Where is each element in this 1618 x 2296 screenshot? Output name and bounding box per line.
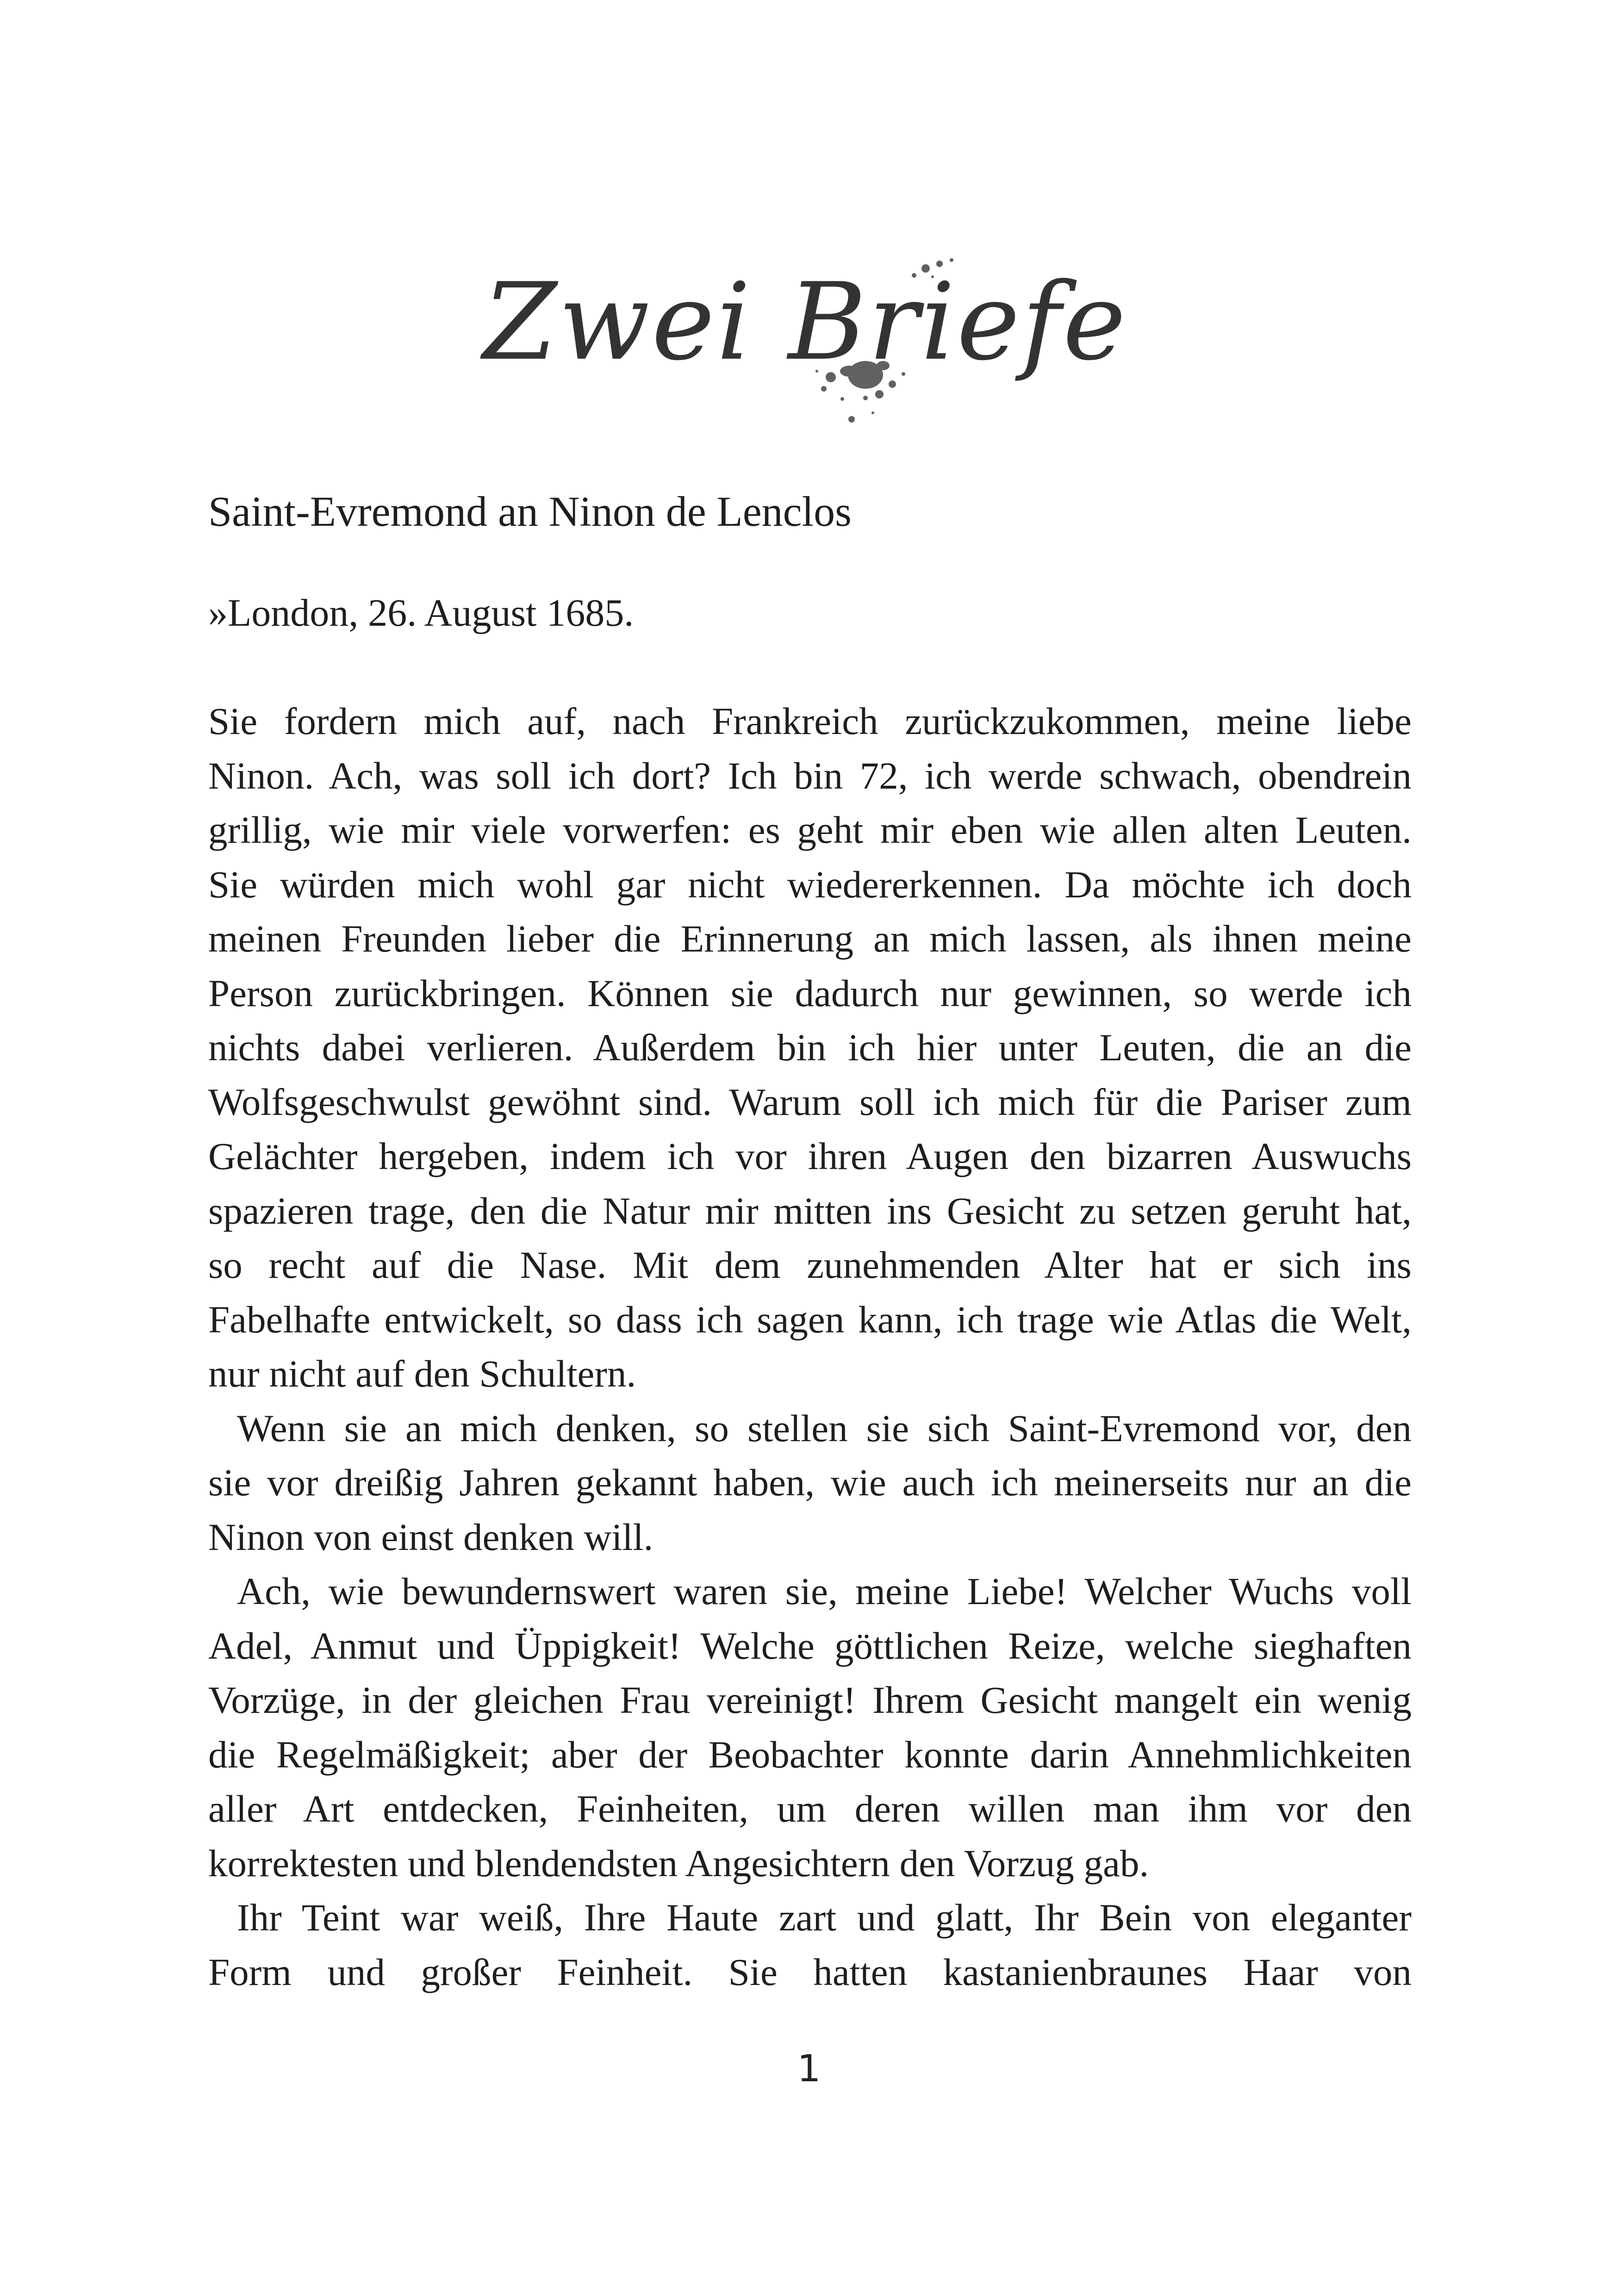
ink-splatter-logo-graphic	[483, 250, 1128, 444]
text-line: Gelächter hergeben, indem ich vor ihren Augen den bizarren Auswuchs	[208, 1135, 1412, 1177]
text-line: korrektesten und blendendsten Angesichtern den Vorzug gab.	[208, 1842, 1149, 1885]
text-line: Sie fordern mich auf, nach Frankreich zurückzukommen, meine liebe	[208, 700, 1412, 742]
letter-dateline: »London, 26. August 1685.	[208, 591, 634, 635]
text-line: Form und großer Feinheit. Sie hatten kastanienbraunes Haar von	[208, 1950, 1412, 1993]
text-line: Fabelhafte entwickelt, so dass ich sagen kann, ich trage wie Atlas die Welt,	[208, 1298, 1412, 1341]
text-line: meinen Freunden lieber die Erinnerung an mich lassen, als ihnen meine	[208, 917, 1412, 960]
text-line: Adel, Anmut und Üppigkeit! Welche göttlichen Reize, welche sieghaften	[208, 1624, 1412, 1667]
text-line: Ninon von einst denken will.	[208, 1515, 653, 1558]
text-line: nichts dabei verlieren. Außerdem bin ich hier unter Leuten, die an die	[208, 1026, 1412, 1069]
text-line: aller Art entdecken, Feinheiten, um deren willen man ihm vor den	[208, 1787, 1412, 1830]
paragraph	[208, 694, 1412, 1401]
text-line: grillig, wie mir viele vorwerfen: es geht mir eben wie allen alten Leuten.	[208, 809, 1412, 851]
text-line: so recht auf die Nase. Mit dem zunehmenden Alter hat er sich ins	[208, 1244, 1412, 1286]
text-line: Ach, wie bewundernswert waren sie, meine Liebe! Welcher Wuchs voll	[237, 1570, 1412, 1612]
text-line: sie vor dreißig Jahren gekannt haben, wie auch ich meinerseits nur an die	[208, 1461, 1412, 1504]
logo-title-text: Zwei Briefe	[483, 261, 1128, 384]
text-line: Person zurückbringen. Können sie dadurch nur gewinnen, so werde ich	[208, 971, 1412, 1014]
text-line: Ihr Teint war weiß, Ihre Haute zart und glatt, Ihr Bein von eleganter	[237, 1896, 1412, 1939]
text-line: nur nicht auf den Schultern.	[208, 1352, 636, 1395]
text-line: Ninon. Ach, was soll ich dort? Ich bin 72, ich werde schwach, obendrein	[208, 754, 1412, 797]
page-number: 1	[797, 2047, 821, 2090]
text-line: Wolfsgeschwulst gewöhnt sind. Warum soll ich mich für die Pariser zum	[208, 1080, 1412, 1123]
text-line: Sie würden mich wohl gar nicht wiedererkennen. Da möchte ich doch	[208, 863, 1412, 906]
paragraph	[208, 1891, 1412, 1999]
title-logo	[483, 250, 1128, 444]
text-line: Vorzüge, in der gleichen Frau vereinigt! Ihrem Gesicht mangelt ein wenig	[208, 1679, 1412, 1721]
paragraph	[208, 1401, 1412, 1565]
letter-heading: Saint-Evremond an Ninon de Lenclos	[208, 488, 852, 535]
text-line: die Regelmäßigkeit; aber der Beobachter konnte darin Annehmlichkeiten	[208, 1733, 1412, 1776]
letter-body	[208, 694, 1412, 1999]
paragraph	[208, 1564, 1412, 1891]
text-line: spazieren trage, den die Natur mir mitten ins Gesicht zu setzen geruht hat,	[208, 1189, 1412, 1232]
text-line: Wenn sie an mich denken, so stellen sie sich Saint-Evremond vor, den	[237, 1406, 1412, 1450]
